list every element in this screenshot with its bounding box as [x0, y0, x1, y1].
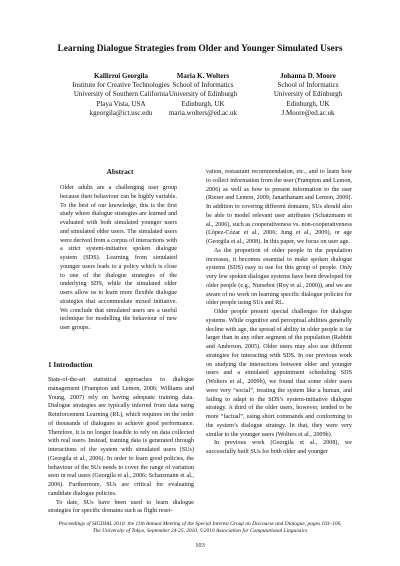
paragraph: To date, SUs have been used to learn dialogue strategies for specific domains such as flight reser- [48, 499, 194, 515]
abstract-heading: Abstract [106, 168, 134, 176]
author-affiliation: School of Informatics [172, 81, 234, 90]
author-block-2 [158, 72, 248, 118]
author-affiliation: University of Southern California [73, 90, 169, 99]
author-location: Playa Vista, USA [96, 99, 146, 108]
author-affiliation: University of Edinburgh [273, 90, 343, 99]
author-location: Edinburgh, UK [181, 99, 225, 108]
page-number: 103 [195, 542, 205, 549]
author-name: Johanna D. Moore [280, 72, 336, 80]
author-email: kgeorgila@ict.usc.edu [89, 108, 153, 117]
author-email: J.Moore@ed.ac.uk [281, 108, 335, 117]
footer-line: Proceedings of SIGDIAL 2010: the 11th Annual Meeting of the Special Interest Group on Discourse and Dialogue, pages 103–106, [58, 521, 342, 527]
abstract-text: Older adults are a challenging user group because their behaviour can be highly variable. To the best of our knowledge, this is the first study where dialogue strategies are learned and evaluated with both simulated younger users and simulated older users. The simulated users were derived from a corpus of interactions with a strict system-initiative spoken dialogue system (SDS). Learning from simulated younger users leads to a policy which is close to one of the dialogue strategies of the underlying SDS, while the simulated older users allow us to learn more flexible dialogue strategies that accommodate mixed initiative. We conclude that simulated users are a useful technique for modelling the behaviour of new user groups. [60, 185, 177, 331]
author-location: Edinburgh, UK [286, 99, 330, 108]
paper-title: Learning Dialogue Strategies from Older and Younger Simulated Users [57, 44, 343, 54]
paragraph: vation, restaurant recommendation, etc., and to learn how to collect information from the user (Frampton and Lemon, 2006) as well as how to present information to the user (Rieser and Lemon, 2009; Janarthanam and Lemon, 2009). In addition to covering different domains, SUs should also be able to model relevant user attributes (Schatzmann et al., 2006), such as cooperativeness vs. non-cooperativeness (López-Cózar et al., 2006; Jung et al., 2009), or age (Georgila et al., 2008). In this paper, we focus on user age. [206, 169, 352, 245]
paragraph: As the proportion of older people in the population increases, it becomes essential to make spoken dialogue systems (SDS) easy to use for this group of people. Only very few spoken dialogue systems have been developed for older people (e.g., Nursebot (Roy et al., 2000)), and we are aware of no work on learning specific dialogue policies for older people using SUs and RL. [206, 247, 352, 307]
paragraph: Older people present special challenges for dialogue systems. While cognitive and perceptual abilities generally decline with age, the spread of ability in older people is far larger than in any other segment of the population (Rabbitt and Anderson, 2005). Older users may also use different strategies for interacting with SDS. In our previous work on studying the interactions between older and younger users and a simulated appointment scheduling SDS (Wolters et al., 2009b), we found that some older users were very “social”, treating the system like a human, and failing to adapt to the SDS’s system-initiative dialogue strategy. A third of the older users, however, tended to be more “factual”, using short commands and conforming to the system’s dialogue strategy. In that, they were very similar to the younger users (Wolters et al., 2009b). [206, 309, 352, 438]
author-name: Maria K. Wolters [176, 72, 230, 80]
left-column-text [48, 376, 194, 516]
author-name: Kallirroi Georgila [93, 72, 149, 80]
right-column-text [206, 168, 352, 457]
author-affiliation: School of Informatics [277, 81, 339, 90]
author-email: maria.wolters@ed.ac.uk [168, 108, 238, 117]
footer-line: The University of Tokyo, September 24-25, 2010. ©2010 Association for Computational Linguistics [92, 527, 308, 534]
paragraph: State-of-the-art statistical approaches to dialogue management (Frampton and Lemon, 2006; Williams and Young, 2007) rely on having adequate training data. Dialogue strategies are typically inferred from data using Reinforcement Learning (RL), which requires on the order of thousands of dialogues to achieve good performance. Therefore, it is no longer feasible to rely on data collected with real users. Instead, training data is generated through interactions of the system with simulated users (SUs) (Georgila et al., 2006). In order to learn good policies, the behaviour of the SUs needs to cover the range of variation seen in real users (Georgila et al., 2006; Schatzmann et al., 2006). Furthermore, SUs are critical for evaluating candidate dialogue policies. [48, 377, 194, 497]
author-block-3 [263, 72, 353, 118]
author-affiliation: Institute for Creative Technologies [72, 81, 170, 90]
paragraph: In previous work (Georgila et al., 2008), we successfully built SUs for both older and younger [206, 440, 352, 455]
section-heading-introduction: 1 Introduction [48, 361, 93, 369]
author-affiliation: University of Edinburgh [168, 90, 238, 99]
proceedings-footer [20, 521, 380, 535]
